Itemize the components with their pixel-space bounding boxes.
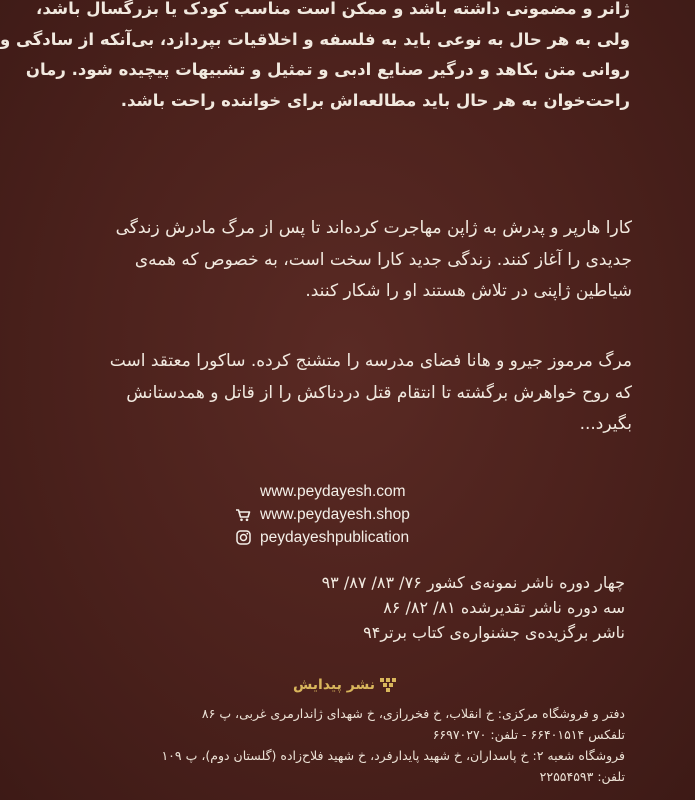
cart-icon — [232, 508, 254, 522]
synopsis-line: جدیدی را آغاز کنند. زندگی جدید کارا سخت است، به خصوص که همه‌ی — [134, 249, 632, 270]
synopsis-line: بگیرد... — [579, 414, 632, 434]
intro-paragraph — [0, 0, 630, 116]
publisher-address — [161, 703, 625, 787]
publisher-logo — [293, 677, 396, 693]
address-line: دفتر و فروشگاه مرکزی: خ انقلاب، خ فخررازی، خ شهدای ژاندارمری غربی، پ ۸۶ — [201, 706, 625, 721]
address-line: فروشگاه شعبه ۲: خ پاسداران، خ شهید پایدارفرد، خ شهید فلاح‌زاده (گلستان دوم)، پ ۱۰۹ — [161, 748, 625, 763]
synopsis-line: مرگ مرموز جیرو و هانا فضای مدرسه را متشنج کرده. ساکورا معتقد است — [109, 351, 632, 371]
instagram-text: peydayeshpublication — [260, 528, 410, 546]
shop-link[interactable] — [232, 503, 410, 526]
publisher-awards — [322, 570, 625, 645]
intro-line: روانی متن بکاهد و درگیر صنایع ادبی و تمثیل و تشبیهات پیچیده شود. رمان — [25, 60, 630, 79]
website-text: www.peydayesh.com — [260, 482, 406, 500]
publisher-name: نشر پیدایش — [293, 677, 375, 693]
shop-text: www.peydayesh.shop — [260, 505, 410, 523]
synopsis-line: کارا هارپر و پدرش به ژاپن مهاجرت کرده‌اند تا پس از مرگ مادرش زندگی — [115, 218, 632, 238]
synopsis-paragraph-1 — [62, 213, 632, 308]
address-line: تلفن: ۲۲۵۵۴۵۹۳ — [539, 769, 625, 784]
award-line: ناشر برگزیده‌ی جشنواره‌ی کتاب برتر۹۴ — [363, 623, 625, 642]
intro-line: ژانر و مضمونی داشته باشد و ممکن است مناسب کودک یا بزرگسال باشد، — [36, 0, 630, 18]
contact-links — [232, 480, 410, 549]
address-line: تلفکس ۶۶۴۰۱۵۱۴ - تلفن: ۶۶۹۷۰۲۷۰ — [432, 727, 625, 742]
instagram-icon — [232, 530, 254, 545]
synopsis-line: شیاطین ژاپنی در تلاش هستند او را شکار کنند. — [305, 281, 632, 301]
award-line: سه دوره ناشر تقدیرشده ۸۱/ ۸۲/ ۸۶ — [383, 598, 625, 617]
intro-line: راحت‌خوان به هر حال باید مطالعه‌اش برای خواننده راحت باشد. — [120, 90, 630, 110]
synopsis-line: که روح خواهرش برگشته تا انتقام قتل دردناکش را از قاتل و همدستانش — [126, 382, 632, 403]
award-line: چهار دوره ناشر نمونه‌ی کشور ۷۶/ ۸۳/ ۸۷/ ۹۳ — [321, 573, 625, 592]
synopsis-paragraph-2 — [62, 346, 632, 441]
publisher-logo-icon — [380, 678, 396, 692]
website-link[interactable] — [232, 480, 410, 503]
intro-line: ولی به هر حال به نوعی باید به فلسفه و اخلاقیات بپردازد، بی‌آنکه از سادگی و — [0, 29, 630, 49]
instagram-link[interactable] — [232, 526, 410, 549]
